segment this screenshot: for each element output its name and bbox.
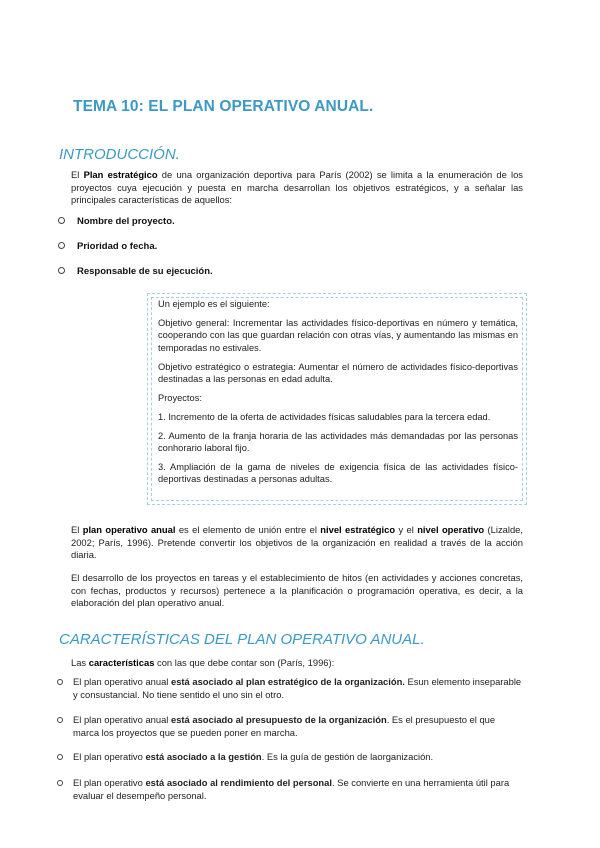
bullet-icon: [57, 780, 63, 786]
bullet-icon: [57, 717, 63, 723]
page-title: TEMA 10: EL PLAN OPERATIVO ANUAL.: [73, 98, 374, 115]
features-intro: Las características con las que debe contar son (París, 1996):: [71, 657, 335, 668]
example-strategic-objective: Objetivo estratégico o estrategia: Aumentar el número de actividades físico-deportivas destinadas a las personas en edad adulta.: [158, 361, 518, 385]
list-item: El plan operativo anual está asociado al presupuesto de la organización. Es el presupuesto el que marca los proyectos que se pueden poner en marcha.: [57, 714, 522, 739]
list-item: Nombre del proyecto.: [58, 216, 175, 227]
example-lead: Un ejemplo es el siguiente:: [158, 299, 270, 309]
example-content: [158, 298, 518, 492]
bullet-icon: [58, 242, 65, 249]
bullet-icon: [57, 754, 63, 760]
bullet-icon: [58, 267, 65, 274]
development-paragraph: El desarrollo de los proyectos en tareas y el establecimiento de hitos (en actividades y acciones concretas, con fechas, productos y recursos) pertenece a la planificación o programación operativa, es decir, a la elaboración del plan operativo anual.: [71, 572, 523, 609]
bullet-icon: [58, 217, 65, 224]
list-item: Responsable de su ejecución.: [58, 266, 213, 277]
features-heading: CARACTERÍSTICAS DEL PLAN OPERATIVO ANUAL.: [59, 631, 425, 648]
list-item: El plan operativo está asociado al rendimiento del personal. Se convierte en una herramienta útil para evaluar el desempeño personal.: [57, 777, 522, 802]
list-item: El plan operativo anual está asociado al plan estratégico de la organización. Esun elemento inseparable y consustancial. No tiene sentido el uno sin el otro.: [57, 676, 522, 701]
example-projects-label: Proyectos:: [158, 392, 202, 403]
example-project-2: 2. Aumento de la franja horaria de las actividades más demandadas por las personas conhorario laboral fijo.: [158, 430, 518, 454]
bullet-icon: [57, 679, 63, 685]
example-project-3: 3. Ampliación de la gama de niveles de exigencia física de las actividades físico-deportivas destinadas a personas adultas.: [158, 462, 518, 485]
intro-heading: INTRODUCCIÓN.: [59, 146, 180, 163]
intro-paragraph: El Plan estratégico de una organización deportiva para París (2002) se limita a la enumeración de los proyectos cuya ejecución y puesta en marcha desarrollan los objetivos estratégicos, y a señalar las principales características de aquellos:: [71, 169, 523, 206]
example-project-1: 1. Incremento de la oferta de actividades físicas saludables para la tercera edad.: [158, 411, 491, 422]
example-general-objective: Objetivo general: Incrementar las actividades físico-deportivas en número y temática, cooperando con las que guardan relación con otras vías, y aumentando las mismas en temporadas no estivales.: [158, 317, 518, 353]
list-item: Prioridad o fecha.: [58, 241, 157, 252]
operative-plan-paragraph: El plan operativo anual es el elemento de unión entre el nivel estratégico y el nivel operativo (Lizalde, 2002; París, 1996). Pretende convertir los objetivos de la organización en realidad a través de la acción diaria.: [71, 524, 523, 561]
list-item: El plan operativo está asociado a la gestión. Es la guía de gestión de laorganización.: [57, 751, 522, 764]
